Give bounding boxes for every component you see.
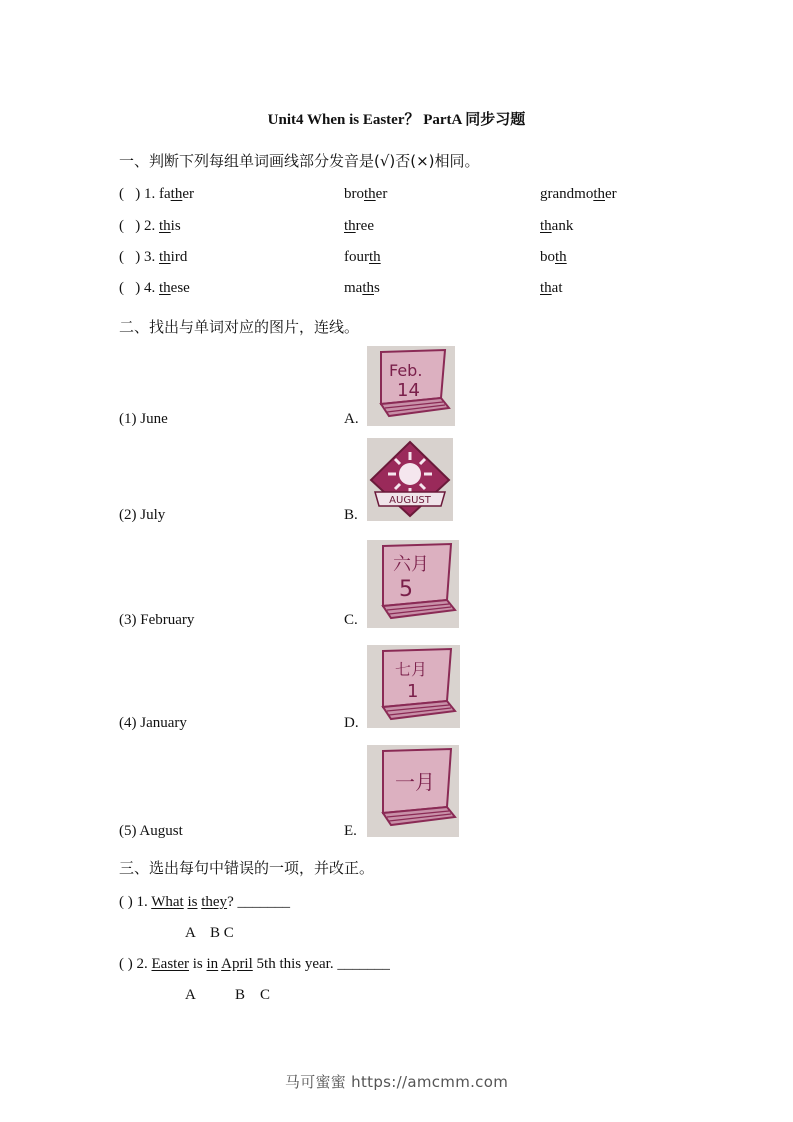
q1-option-b-text: is — [187, 894, 198, 910]
q1-option-labels: A B C — [185, 925, 234, 941]
match-letter-a: A. — [344, 411, 359, 427]
calendar-a-line1: Feb. — [389, 361, 423, 380]
error-question-2: ( ) 2. Easter is in April 5th this year. _______ — [119, 956, 390, 972]
item-number: ( ) 3. — [119, 249, 159, 265]
calendar-a-line2: 14 — [397, 380, 420, 401]
error-question-1 — [119, 894, 290, 911]
calendar-e-line1: 一月 — [395, 770, 435, 794]
calendar-january-picture — [367, 745, 459, 837]
q2-label-b: B — [235, 987, 246, 1003]
phonics-word-3: grandmother — [540, 186, 617, 202]
calendar-july-1-picture — [367, 645, 460, 728]
section2-heading: 二、找出与单词对应的图片，连线。 — [119, 318, 360, 336]
item-number: ( ) 4. — [119, 280, 159, 296]
q2-option-c-text: April — [221, 956, 253, 972]
section1-heading: 一、判断下列每组单词画线部分发音是(√)否(×)相同。 — [119, 152, 480, 170]
phonics-item-4: ( ) 4. these — [119, 280, 190, 296]
q1-option-c-text: they — [201, 894, 228, 910]
phonics-item-2: ( ) 2. this — [119, 218, 181, 234]
match-word-1: (1) June — [119, 411, 168, 427]
match-letter-b: B. — [344, 507, 358, 523]
footer-watermark: 马可蜜蜜 https://amcmm.com — [284, 1073, 509, 1091]
calendar-june-5-picture — [367, 540, 459, 628]
q1-number: ( ) 1. — [119, 894, 152, 910]
q2-label-a: A — [185, 987, 196, 1003]
phonics-word-2: fourth — [344, 249, 381, 265]
q2-label-c: C — [260, 987, 271, 1003]
page-title: Unit4 When is Easter？ PartA 同步习题 — [267, 112, 526, 128]
phonics-word-2: maths — [344, 280, 380, 296]
item-number: ( ) 1. — [119, 186, 159, 202]
q1-option-a-text: What — [151, 894, 184, 910]
badge-banner-text: AUGUST — [389, 495, 431, 506]
calendar-c-line1: 六月 — [393, 554, 429, 575]
match-word-5: (5) August — [119, 823, 183, 839]
phonics-item-3: ( ) 3. third — [119, 249, 188, 265]
match-letter-e: E. — [344, 823, 357, 839]
calendar-d-line1: 七月 — [395, 660, 428, 679]
q2-number: ( ) 2. — [119, 956, 152, 972]
phonics-word-3: that — [540, 280, 563, 296]
item-number: ( ) 2. — [119, 218, 159, 234]
match-word-3: (3) February — [119, 612, 195, 628]
august-sun-badge-picture — [367, 438, 453, 521]
calendar-d-line2: 1 — [407, 681, 419, 702]
phonics-item-1: ( ) 1. father — [119, 186, 194, 202]
section3-heading: 三、选出每句中错误的一项，并改正。 — [119, 859, 375, 877]
q2-option-b-text: in — [206, 956, 219, 972]
match-letter-d: D. — [344, 715, 359, 731]
phonics-word-3: thank — [540, 218, 574, 234]
calendar-c-line2: 5 — [399, 577, 413, 602]
phonics-word-2: brother — [344, 186, 388, 202]
match-word-2: (2) July — [119, 507, 166, 523]
phonics-word-3: both — [540, 249, 567, 265]
calendar-feb-14-picture — [367, 346, 455, 426]
q1-rest: ? _______ — [227, 894, 290, 910]
q2-rest: 5th this year. _______ — [252, 956, 390, 972]
phonics-word-2: three — [344, 218, 374, 234]
match-letter-c: C. — [344, 612, 358, 628]
q2-option-a-text: Easter — [151, 956, 189, 972]
match-word-4: (4) January — [119, 715, 187, 731]
